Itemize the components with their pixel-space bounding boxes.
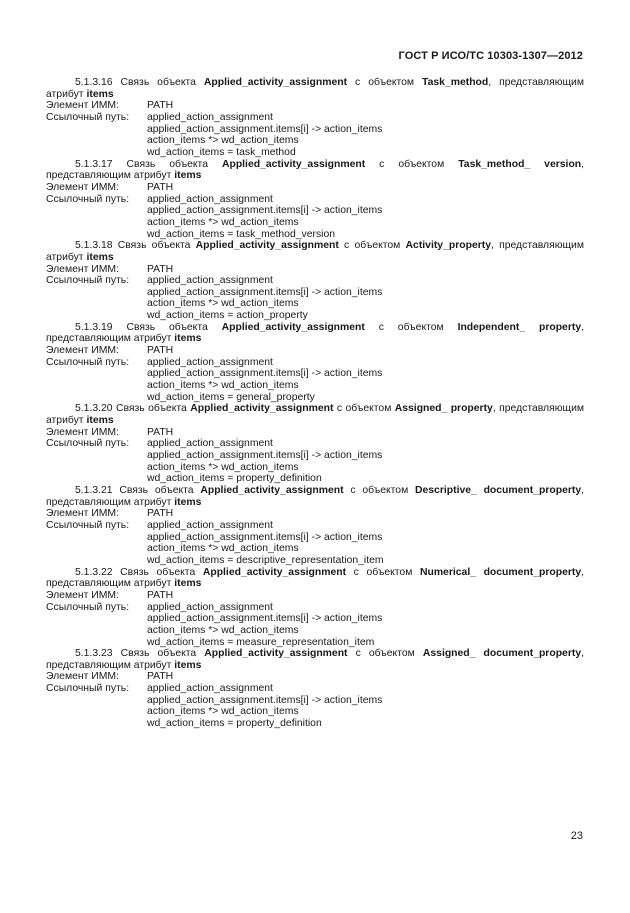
element-row (46, 100, 584, 112)
path-line: applied_action_assignment.items[i] -> action_items (147, 694, 383, 706)
element-label: Элемент ИММ: (46, 345, 119, 357)
section-mid: с объектом (355, 648, 415, 660)
path-line: applied_action_assignment.items[i] -> action_items (147, 613, 383, 625)
element-row (46, 182, 584, 194)
element-label: Элемент ИММ: (46, 426, 119, 438)
section-number: 5.1.3.19 (75, 321, 113, 333)
section-heading (46, 648, 584, 671)
section-pre: Связь объекта (120, 566, 196, 578)
element-value: PATH (147, 508, 174, 520)
section-pre: Связь объекта (115, 403, 187, 415)
section-attr: items (174, 496, 202, 508)
section-target: Numerical_ document_property (419, 566, 582, 578)
element-row (46, 345, 584, 357)
section-mid: с объектом (379, 158, 445, 170)
mapping-section (46, 159, 584, 241)
path-label: Ссылочный путь: (46, 519, 130, 531)
section-pre: Связь объекта (126, 158, 208, 170)
section-target: Descriptive_ document_property (415, 484, 582, 496)
path-label: Ссылочный путь: (46, 356, 130, 368)
path-lines (147, 357, 584, 404)
path-line: wd_action_items = measure_representation_item (147, 636, 375, 648)
path-line: applied_action_assignment (147, 601, 273, 613)
element-value: PATH (147, 100, 174, 112)
section-heading (46, 322, 584, 345)
section-attr: items (174, 333, 202, 345)
section-heading (46, 240, 584, 263)
page-number: 23 (570, 830, 583, 842)
section-heading (46, 567, 584, 590)
section-mid: с объектом (350, 484, 409, 496)
path-lines (147, 520, 584, 567)
path-line: action_items *> wd_action_items (147, 380, 299, 392)
section-entity: Applied_activity_assignment (204, 648, 348, 660)
path-row (46, 683, 584, 730)
section-target: Activity_property (405, 240, 492, 252)
path-line: applied_action_assignment.items[i] -> action_items (147, 368, 383, 380)
path-lines (147, 438, 584, 485)
section-pre: Связь объекта (120, 77, 196, 88)
element-row (46, 590, 584, 602)
path-label: Ссылочный путь: (46, 193, 130, 205)
section-heading (46, 159, 584, 182)
element-value: PATH (147, 345, 174, 357)
section-mid: с объектом (353, 566, 413, 578)
path-line: applied_action_assignment (147, 519, 273, 531)
mapping-section (46, 648, 584, 730)
section-post: , представляющим атрибут (46, 158, 585, 182)
path-lines (147, 194, 584, 241)
section-heading (46, 77, 584, 100)
section-number: 5.1.3.21 (75, 484, 113, 496)
section-heading (46, 485, 584, 508)
section-number: 5.1.3.22 (75, 566, 113, 578)
section-post: , представляющим атрибут (46, 240, 584, 263)
section-target: Task_method_ version (458, 158, 582, 170)
element-value: PATH (147, 426, 174, 438)
path-line: applied_action_assignment.items[i] -> action_items (147, 531, 383, 543)
section-entity: Applied_activity_assignment (221, 321, 365, 333)
path-line: action_items *> wd_action_items (147, 706, 299, 718)
path-line: applied_action_assignment (147, 438, 273, 450)
path-row (46, 520, 584, 567)
section-mid: с объектом (336, 403, 392, 415)
section-post: , представляющим атрибут (46, 321, 585, 345)
path-line: applied_action_assignment (147, 356, 273, 368)
path-line: applied_action_assignment.items[i] -> action_items (147, 205, 383, 217)
section-pre: Связь объекта (126, 321, 208, 333)
section-target: Independent_ property (457, 321, 582, 333)
section-target: Task_method (422, 77, 489, 88)
section-attr: items (86, 251, 114, 263)
section-mid: с объектом (344, 240, 401, 252)
section-attr: items (174, 578, 202, 590)
path-line: wd_action_items = descriptive_representation_item (147, 554, 384, 566)
path-line: applied_action_assignment.items[i] -> action_items (147, 123, 383, 135)
element-value: PATH (147, 181, 174, 193)
path-label: Ссылочный путь: (46, 275, 130, 287)
path-line: applied_action_assignment (147, 275, 273, 287)
section-target: Assigned_ property (394, 403, 493, 415)
path-line: wd_action_items = action_property (147, 310, 308, 322)
path-line: action_items *> wd_action_items (147, 216, 299, 228)
element-label: Элемент ИММ: (46, 181, 119, 193)
section-number: 5.1.3.16 (75, 77, 113, 88)
document-header: ГОСТ Р ИСО/ТС 10303-1307—2012 (398, 50, 583, 62)
path-lines (147, 275, 584, 322)
section-attr: items (86, 415, 114, 427)
path-line: applied_action_assignment.items[i] -> action_items (147, 286, 383, 298)
element-label: Элемент ИММ: (46, 100, 119, 112)
path-label: Ссылочный путь: (46, 111, 130, 123)
element-row (46, 671, 584, 683)
section-number: 5.1.3.17 (75, 158, 113, 170)
mapping-section (46, 77, 584, 159)
path-row (46, 357, 584, 404)
element-label: Элемент ИММ: (46, 589, 119, 601)
path-line: action_items *> wd_action_items (147, 543, 299, 555)
section-pre: Связь объекта (119, 484, 194, 496)
section-entity: Applied_activity_assignment (200, 484, 344, 496)
element-value: PATH (147, 589, 174, 601)
path-line: applied_action_assignment (147, 683, 273, 695)
section-attr: items (174, 659, 202, 671)
section-number: 5.1.3.18 (75, 240, 113, 252)
path-line: wd_action_items = task_method (147, 146, 296, 158)
section-attr: items (174, 170, 202, 182)
section-entity: Applied_activity_assignment (195, 240, 339, 252)
path-row (46, 438, 584, 485)
section-pre: Связь объекта (120, 648, 197, 660)
mapping-section (46, 403, 584, 485)
section-post: , представляющим атрибут (46, 566, 585, 590)
section-mid: с объектом (378, 321, 444, 333)
path-line: wd_action_items = property_definition (147, 473, 322, 485)
path-line: applied_action_assignment (147, 111, 273, 123)
section-entity: Applied_activity_assignment (190, 403, 334, 415)
mapping-section (46, 322, 584, 404)
mapping-section (46, 485, 584, 567)
mapping-section (46, 240, 584, 322)
section-target: Assigned_ document_property (422, 648, 582, 660)
element-label: Элемент ИММ: (46, 671, 119, 683)
path-line: wd_action_items = property_definition (147, 718, 322, 730)
element-value: PATH (147, 671, 174, 683)
path-lines (147, 112, 584, 159)
section-entity: Applied_activity_assignment (203, 77, 348, 88)
section-number: 5.1.3.20 (75, 403, 113, 415)
path-row (46, 112, 584, 159)
section-attr: items (86, 88, 114, 100)
path-lines (147, 683, 584, 730)
section-entity: Applied_activity_assignment (221, 158, 366, 170)
mapping-section (46, 567, 584, 649)
element-row (46, 264, 584, 276)
section-post: , представляющим атрибут (46, 77, 584, 100)
path-line: action_items *> wd_action_items (147, 298, 299, 310)
path-line: action_items *> wd_action_items (147, 135, 299, 147)
section-post: , представляющим атрибут (46, 403, 585, 427)
path-row (46, 275, 584, 322)
path-line: wd_action_items = task_method_version (147, 228, 336, 240)
section-number: 5.1.3.23 (75, 648, 113, 660)
path-label: Ссылочный путь: (46, 601, 130, 613)
mapping-content (46, 77, 584, 730)
path-line: applied_action_assignment (147, 193, 273, 205)
element-row (46, 508, 584, 520)
element-row (46, 427, 584, 439)
path-line: applied_action_assignment.items[i] -> action_items (147, 450, 383, 461)
path-label: Ссылочный путь: (46, 683, 130, 695)
section-post: , представляющим атрибут (46, 484, 585, 508)
section-heading (46, 403, 584, 426)
element-label: Элемент ИММ: (46, 508, 119, 520)
section-post: , представляющим атрибут (46, 648, 584, 671)
section-entity: Applied_activity_assignment (202, 566, 347, 578)
path-lines (147, 602, 584, 649)
path-line: action_items *> wd_action_items (147, 624, 299, 636)
element-value: PATH (147, 263, 174, 275)
path-line: action_items *> wd_action_items (147, 461, 299, 473)
section-mid: с объектом (355, 77, 415, 88)
path-row (46, 602, 584, 649)
section-pre: Связь объекта (117, 240, 191, 252)
element-label: Элемент ИММ: (46, 263, 119, 275)
path-label: Ссылочный путь: (46, 438, 130, 450)
path-line: wd_action_items = general_property (147, 391, 315, 403)
path-row (46, 194, 584, 241)
